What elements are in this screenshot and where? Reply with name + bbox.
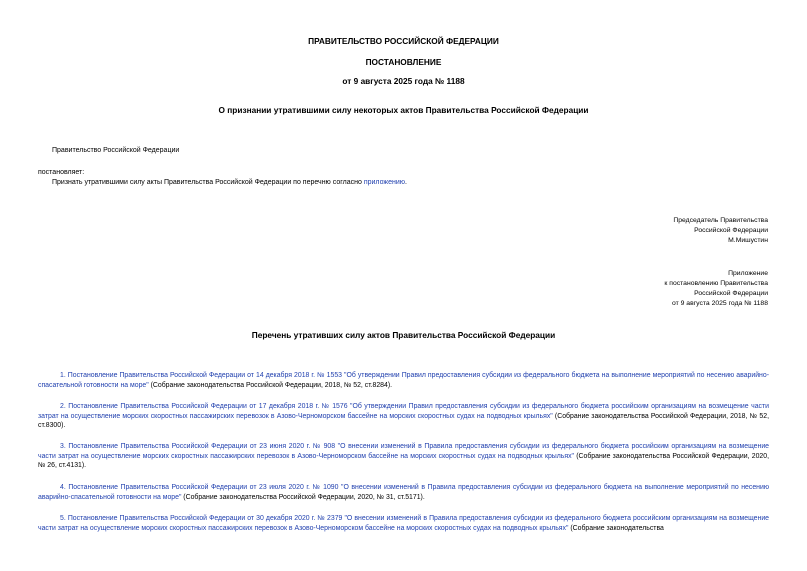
appendix-line-2: к постановлению Правительства [664,280,768,287]
doc-type: ПОСТАНОВЛЕНИЕ [365,57,442,67]
decision-paragraph [52,178,407,188]
act-link-3[interactable]: 3. Постановление Правительства Российской Федерации от 23 июня 2020 г. № 908 "О внесении изменений в Правила предоставления субсидии из федерального бюджета российским организациям на возмещение части затрат на осуществление морских скоростных пассажирских перевозок в Азово-Черноморском бассейне на морских скоростных судах на подводных крыльях" [38,443,769,460]
decision-end: . [405,179,407,186]
act-source-4: (Собрание законодательства Российской Федерации, 2020, № 31, ст.5171). [181,493,425,501]
act-link-2[interactable]: 2. Постановление Правительства Российской Федерации от 17 декабря 2018 г. № 1576 "Об утверждении Правил предоставления субсидии из федерального бюджета российским организациям на возмещение части затрат на осуществление морских скоростных пассажирских перевозок в Азово-Черноморском бассейне на морских скоростных судах на подводных крыльях" [38,403,769,420]
appendix-line-3: Российской Федерации [694,290,768,297]
act-source-3: (Собрание законодательства Российской Федерации, 2020, № 26, ст.4131). [38,452,769,470]
decides-text: постановляет: [38,169,85,176]
act-source-2: (Собрание законодательства Российской Федерации, 2018, № 52, ст.8300). [38,412,769,430]
signature-line-3: М.Мишустин [728,237,768,244]
appendix-line-1: Приложение [728,270,768,277]
act-source-5: (Собрание законодательства [568,524,664,532]
appendix-link[interactable]: приложению [363,179,405,186]
list-item [38,483,769,502]
org-name: ПРАВИТЕЛЬСТВО РОССИЙСКОЙ ФЕДЕРАЦИИ [308,36,499,46]
appendix-line-4: от 9 августа 2025 года № 1188 [672,300,768,307]
signature-line-1: Председатель Правительства [673,217,768,224]
doc-title: О признании утратившими силу некоторых актов Правительства Российской Федерации [218,105,589,115]
act-link-5[interactable]: 5. Постановление Правительства Российской Федерации от 30 декабря 2020 г. № 2379 "О внесении изменений в Правила предоставления субсидии из федерального бюджета российским организациям на возмещение части затрат на осуществление морских скоростных пассажирских перевозок в Азово-Черноморском бассейне на морских скоростных судах на подводных крыльях" [38,515,769,532]
signature-block [673,216,768,246]
list-title: Перечень утративших силу актов Правительства Российской Федерации [251,330,556,340]
act-link-1[interactable]: 1. Постановление Правительства Российской Федерации от 14 декабря 2018 г. № 1553 "Об утверждении Правил предоставления субсидии из федерального бюджета на выполнение мероприятий по несению аварийно-спасательной готовности на море" [38,372,769,389]
list-item [38,371,769,390]
decision-text: Признать утратившими силу акты Правительства Российской Федерации по перечню согласно [52,179,364,186]
list-item [38,514,769,533]
list-item [38,402,769,431]
issuer-text: Правительство Российской Федерации [52,147,180,154]
doc-date-number: от 9 августа 2025 года № 1188 [342,76,465,86]
appendix-reference [664,269,768,309]
act-link-4[interactable]: 4. Постановление Правительства Российской Федерации от 23 июля 2020 г. № 1090 "О внесении изменений в Правила предоставления субсидии из федерального бюджета на выполнение мероприятий по несению аварийно-спасательной готовности на море" [38,484,769,501]
list-item [38,442,769,471]
act-source-1: (Собрание законодательства Российской Федерации, 2018, № 52, ст.8284). [148,381,393,389]
signature-line-2: Российской Федерации [694,227,768,234]
